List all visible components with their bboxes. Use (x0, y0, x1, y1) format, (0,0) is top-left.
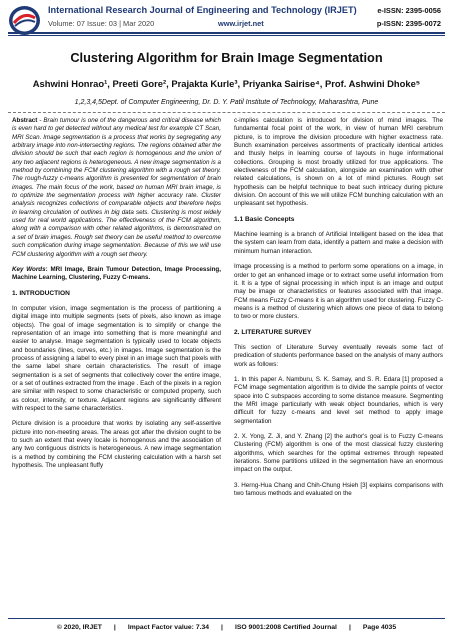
journal-header (0, 0, 453, 40)
footer-divider: | (348, 624, 351, 631)
keywords (12, 266, 221, 283)
section-heading-literature-survey: 2. LITERATURE SURVEY (234, 328, 312, 336)
footer-page-number: Page 4035 (362, 624, 397, 631)
keywords-text: : MRI Image, Brain Tumour Detection, Image Processing, Machine Learning, Clustering, Fuzzy C-means. (12, 265, 221, 282)
header-rule (8, 32, 445, 34)
literature-paragraph-1: This section of Literature Survey eventually reveals some fact of predication of students performance based on the analysis of many authors work as follows: (234, 343, 443, 368)
section-heading-basic-concepts: 1.1 Basic Concepts (234, 215, 295, 223)
journal-website-link[interactable]: www.irjet.net (218, 19, 264, 28)
intro-paragraph-3: c-implies calculation is introduced for division of mind images. The fundamental focal point of the work, in view of human MRI cerebrum picture, is to improve the division procedure with higher exactness rate. Bunch examination perceives assortments of practically identical articles and thusly helps in learning course of layouts in huge informational collections. Grouping is most broadly utilized for true applications. The electiveness of the FCM calculation, alongside an examination with other related calculations, is shown on a lot of mind pictures. Rough set hypothesis can be helpful technique to beat such intricacy during picture division. On account of this we will utilize FCM bunching calculation with an unpleasant set hypothesis. (234, 117, 443, 208)
literature-paragraph-2: 1. In this paper A. Namburu, S. K. Samay, and S. R. Edara [1] proposed a FCM image segmentation algorithm is to divide the sample points of vector space into C subspaces according to some distance measure. Segmenting the MRI image particularly with weak object boundaries, which is very difficult for fuzzy c-means and level set method to apply image segmentation (234, 375, 443, 425)
literature-paragraph-3: 2. X. Yong, Z. Ji, and Y. Zhang [2] the author's goal is to Fuzzy C-means Clustering (FCM) algorithm is one of the most classical fuzzy clustering algorithms, which searches for the optimal extremes through repeated iterations. Some partitions utilized in the segmentation have an enormous impact on the output. (234, 433, 443, 474)
author-list: Ashwini Honrao¹, Preeti Gore², Prajakta Kurle³, Priyanka Sairise⁴, Prof. Ashwini Dhoke⁵ (32, 78, 421, 89)
keywords-label: Key Words (12, 265, 46, 273)
intro-paragraph-1: In computer vision, image segmentation is the process of partitioning a digital image into multiple segments (sets of pixels, also known as image objects). The goal of image segmentation is to simplify or change the representation of an image into something that is more meaningful and easier to analyse. Image segmentation is typically used to locate objects and boundaries (lines, curves, etc.) in images. Image segmentation is the process of assigning a label to every pixel in an image such that pixels with the same label share certain characteristics. The result of image segmentation is a set of segments that collectively cover the entire image, or a set of outlines extracted from the image . Each of the pixels in a region are similar with respect to some characteristic or computed property, such as colour, intensity, or texture. Adjacent regions are significantly different with respect to the same characteristics. (12, 304, 221, 412)
page-footer (0, 624, 453, 631)
journal-title: International Research Journal of Engineering and Technology (IRJET) (48, 5, 357, 15)
basic-concepts-paragraph-2: Image processing is a method to perform some operations on a image, in order to get an enhanced image or to extract some useful information from it. It is a type of signal processing in which input is an image and output may be image or characteristics or features associated with that image. FCM means Fuzzy C-means it is an algorithm used for clustering. Fuzzy C-means is a method of clustering which allows one piece of data to belong to two or more clusters. (234, 263, 443, 321)
abstract-text: - Brain tumour is one of the dangerous and critical disease which is even hard to get detected without any medical test for example CT Scan, MRI Scan. Image segmentation is a process that works by segregating any arbitrary image into non-intersecting regions. The regions obtained after the division should be such that each region is homogenous and the union of any two adjacent regions is heterogeneous. A new image segmentation is a method by combining the FCM clustering algorithm with a rough set theory. The rough-fuzzy c-means algorithm is presented for segmentation of brain images. The main focus of the work, based on human MRI brain image, is to optimize the segmentation process with higher accuracy rate. Cluster analysis recognizes collections of comparable objects and therefore helps in learning circulation of outlines in big data sets. Clustering is most widely used for real world applications. The effectiveness of the FCM algorithm, along with a comparison with other related algorithms, is demonstrated on a set of brain images. Rough set theory can be useful method to overcome such complication during image segmentation. Because of this we will use FCM clustering algorithm with a rough set theory. (12, 117, 221, 258)
author-affiliation: 1,2,3,4,5Dept. of Computer Engineering, Dr. D. Y. Patil Institute of Technology, Maharashtra, Pune (74, 99, 379, 106)
footer-copyright: © 2020, IRJET (56, 624, 102, 631)
abstract-label: Abstract (12, 117, 38, 124)
footer-divider: | (113, 624, 116, 631)
header-rule-thin (8, 35, 445, 36)
volume-issue: Volume: 07 Issue: 03 | Mar 2020 (48, 19, 155, 28)
abstract (12, 117, 221, 259)
paper-title: Clustering Algorithm for Brain Image Segmentation (70, 50, 383, 65)
footer-iso: ISO 9001:2008 Certified Journal (234, 624, 337, 631)
eissn: e-ISSN: 2395-0056 (377, 6, 441, 15)
section-heading-introduction: 1. INTRODUCTION (12, 289, 70, 297)
intro-paragraph-2: Picture division is a procedure that works by isolating any self-assertive picture into non-meeting areas. The areas got after the division ought to be to such an extent that every locale is homogenous and the association of any two contiguous districts is heterogeneous. A new image segmentation is a method by combining the FCM clustering calculation with a harsh set hypothesis. The unpleasant fluffy (12, 420, 221, 470)
pissn: p-ISSN: 2395-0072 (376, 19, 441, 28)
footer-divider: | (221, 624, 223, 631)
section-separator (8, 112, 445, 113)
literature-paragraph-4: 3. Herng-Hua Chang and Chih-Chung Hsieh [3] explains comparisons with two famous methods and evaluated on the (234, 481, 443, 498)
right-column (234, 117, 443, 505)
footer-impact-factor: Impact Factor value: 7.34 (127, 624, 210, 631)
basic-concepts-paragraph-1: Machine learning is a branch of Artificial Intelligent based on the idea that the system can learn from data, identify a pattern and make a decision with minimum human interaction. (234, 231, 443, 255)
left-column (12, 117, 221, 477)
footer-rule (8, 618, 445, 619)
